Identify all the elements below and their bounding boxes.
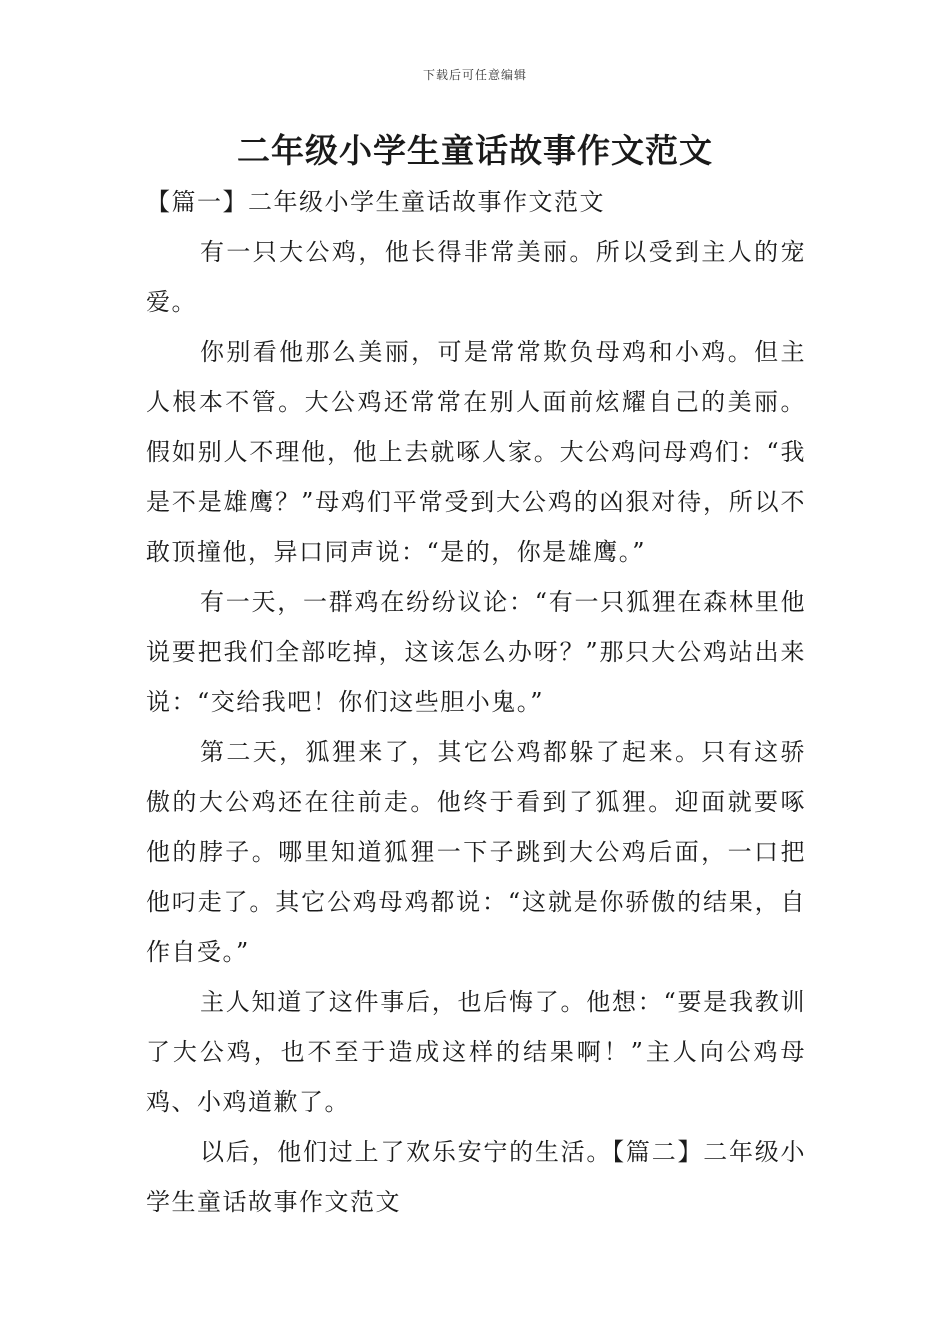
paragraph-1: 有一只大公鸡，他长得非常美丽。所以受到主人的宠爱。 <box>146 238 806 316</box>
paragraph-5: 主人知道了这件事后，也后悔了。他想：“要是我教训了大公鸡，也不至于造成这样的结果啊！”主人向公鸡母鸡、小鸡道歉了。 <box>146 988 806 1116</box>
section-heading-1: 【篇一】二年级小学生童话故事作文范文 <box>146 188 605 216</box>
header-note: 下载后可任意编辑 <box>422 68 527 82</box>
paragraph-4: 第二天，狐狸来了，其它公鸡都躲了起来。只有这骄傲的大公鸡还在往前走。他终于看到了狐狸。迎面就要啄他的脖子。哪里知道狐狸一下子跳到大公鸡后面，一口把他叼走了。其它公鸡母鸡都说：“这就是你骄傲的结果，自作自受。” <box>146 738 806 966</box>
paragraph-3: 有一天，一群鸡在纷纷议论：“有一只狐狸在森林里他说要把我们全部吃掉，这该怎么办呀？”那只大公鸡站出来说：“交给我吧！你们这些胆小鬼。” <box>146 588 806 716</box>
document-title: 二年级小学生童话故事作文范文 <box>237 131 713 170</box>
document-body <box>146 177 806 1227</box>
paragraph-2: 你别看他那么美丽，可是常常欺负母鸡和小鸡。但主人根本不管。大公鸡还常常在别人面前炫耀自己的美丽。假如别人不理他，他上去就啄人家。大公鸡问母鸡们：“我是不是雄鹰？”母鸡们平常受到大公鸡的凶狠对待，所以不敢顶撞他，异口同声说：“是的，你是雄鹰。” <box>146 338 806 566</box>
paragraph-6: 以后，他们过上了欢乐安宁的生活。【篇二】二年级小学生童话故事作文范文 <box>146 1138 806 1216</box>
